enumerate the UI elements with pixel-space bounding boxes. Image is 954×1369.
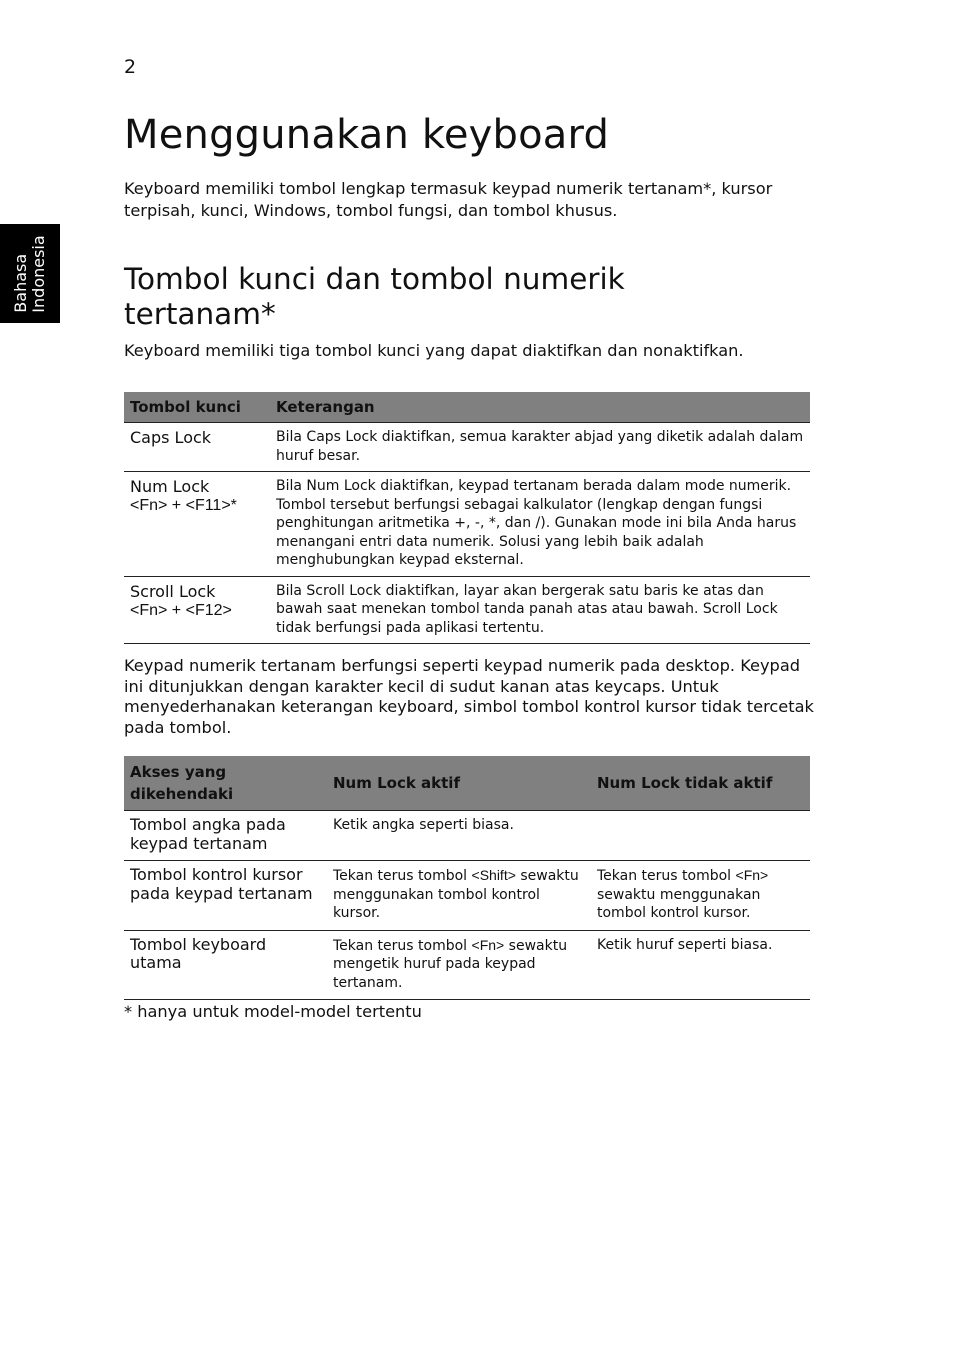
table-header-row (124, 392, 810, 423)
table-header-row (124, 756, 810, 811)
access-cell: Tombol keyboard utama (124, 930, 327, 1000)
lock-description-cell: Bila Caps Lock diaktifkan, semua karakter abjad yang diketik adalah dalam huruf besar. (270, 423, 810, 472)
instruction-text: Tekan terus tombol (333, 937, 472, 954)
lock-key-cell (124, 576, 270, 644)
lock-description-cell: Bila Scroll Lock diaktifkan, layar akan bergerak satu baris ke atas dan bawah saat menekan tombol tanda panah atas atau bawah. Scroll Lock tidak berfungsi pada aplikasi tertentu. (270, 576, 810, 644)
instruction-text: sewaktu menggunakan tombol kontrol kursor. (333, 868, 579, 921)
access-cell: Tombol angka pada keypad tertanam (124, 811, 327, 861)
instruction-text: Tekan terus tombol (597, 868, 736, 884)
lock-key-cell (124, 472, 270, 577)
table-row (124, 930, 810, 1000)
key-name: <Fn> (471, 936, 505, 953)
numlock-on-cell (327, 811, 591, 861)
lock-keys-table (124, 392, 810, 644)
numlock-on-cell (327, 861, 591, 931)
numlock-off-cell (591, 811, 810, 861)
instruction-text: sewaktu mengetik huruf pada keypad tertanam. (333, 937, 568, 991)
table-row (124, 472, 810, 577)
lock-key-name: Scroll Lock (130, 581, 216, 601)
intro-paragraph: Keyboard memiliki tombol lengkap termasuk keypad numerik tertanam*, kursor terpisah, kunci, Windows, tombol fungsi, dan tombol khusus. (124, 179, 773, 220)
side-tab-line-2: Indonesia (29, 234, 48, 313)
header-numlock-off: Num Lock tidak aktif (591, 756, 810, 811)
header-desired-access: Akses yang dikehendaki (124, 756, 327, 811)
key-name: <Shift> (471, 867, 516, 883)
numlock-on-cell (327, 930, 591, 1000)
header-numlock-on: Num Lock aktif (327, 756, 591, 811)
table-row (124, 811, 810, 861)
footnote: * hanya untuk model-model tertentu (124, 1002, 422, 1021)
key-name: <Fn> (735, 867, 769, 883)
lock-key-name: Caps Lock (130, 428, 212, 447)
page-title: Menggunakan keyboard (124, 112, 610, 158)
key-combination: <Fn> + <F11>* (130, 497, 237, 514)
access-cell: Tombol kontrol kursor pada keypad tertanam (124, 861, 327, 931)
instruction-text: Ketik angka seperti biasa. (333, 817, 514, 833)
side-tab-line-1: Bahasa (11, 253, 30, 313)
page-number: 2 (124, 56, 137, 78)
table-row (124, 576, 810, 644)
lock-key-name: Num Lock (130, 477, 210, 496)
instruction-text: Ketik huruf seperti biasa. (597, 936, 773, 953)
key-combination: <Fn> + <F12> (130, 601, 232, 619)
table-row (124, 423, 810, 472)
instruction-text: sewaktu menggunakan tombol kontrol kursor. (597, 886, 761, 921)
section-intro: Keyboard memiliki tiga tombol kunci yang dapat diaktifkan dan nonaktifkan. (124, 341, 744, 360)
lock-description-cell: Bila Num Lock diaktifkan, keypad tertanam berada dalam mode numerik. Tombol tersebut berfungsi sebagai kalkulator (lengkap dengan fungsi penghitungan aritmetika +, -, *, dan /). Gunakan mode ini bila Anda harus menangani entri data numerik. Solusi yang lebih baik adalah menghubungkan keypad eksternal. (270, 472, 810, 577)
numpad-paragraph: Keypad numerik tertanam berfungsi seperti keypad numerik pada desktop. Keypad ini ditunjukkan dengan karakter kecil di sudut kanan atas keycaps. Untuk menyederhanakan keterangan keyboard, simbol tombol kontrol kursor tidak tercetak pada tombol. (124, 656, 814, 737)
numlock-off-cell (591, 930, 810, 1000)
lock-key-cell (124, 423, 270, 472)
instruction-text: Tekan terus tombol (333, 868, 472, 884)
header-description: Keterangan (270, 392, 810, 423)
numlock-off-cell (591, 861, 810, 931)
numpad-access-table (124, 756, 810, 1000)
header-lock-key: Tombol kunci (124, 392, 270, 423)
section-heading: Tombol kunci dan tombol numerik tertanam* (124, 262, 625, 331)
language-side-tab (0, 224, 60, 323)
table-row (124, 861, 810, 931)
